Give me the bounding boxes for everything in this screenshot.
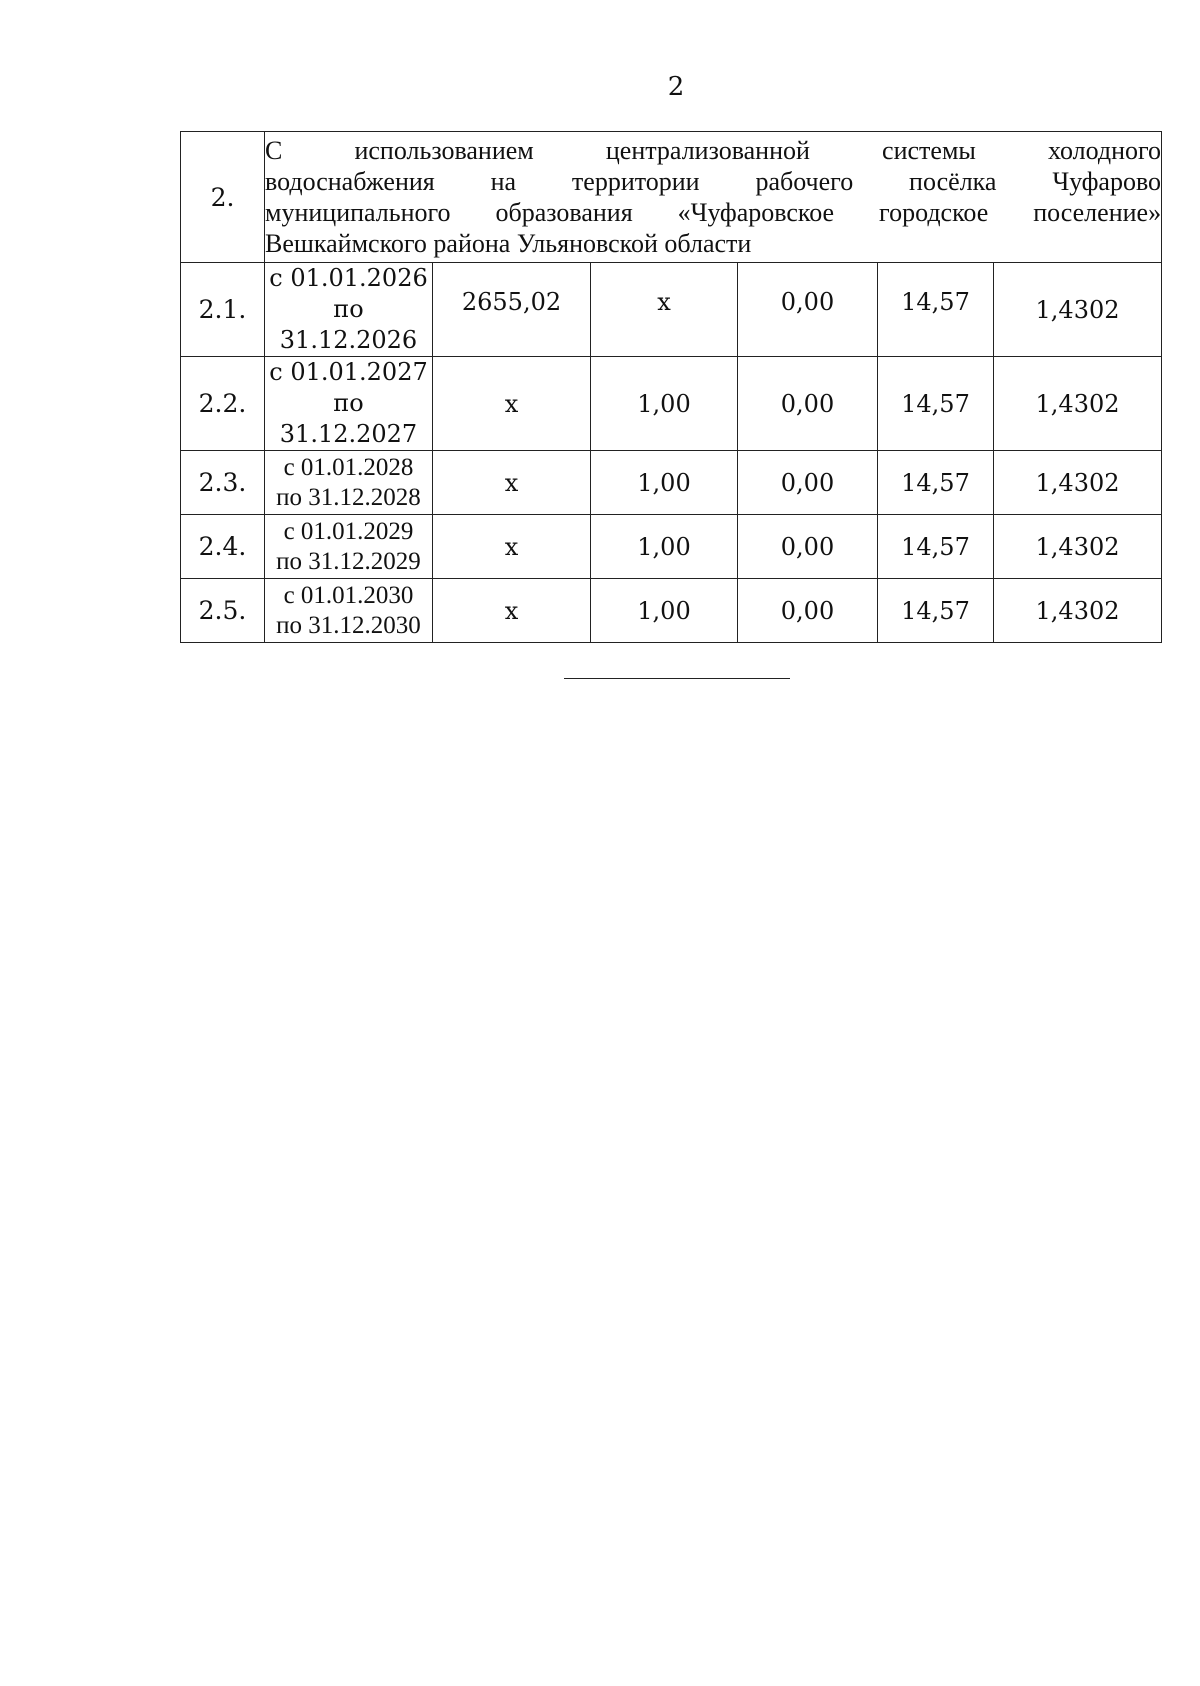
- row-value-2: х: [591, 263, 738, 357]
- period-line: 31.12.2027: [279, 420, 418, 448]
- row-period: [265, 515, 433, 579]
- row-value-1: х: [433, 357, 591, 451]
- period-line: по 31.12.2030: [276, 611, 421, 639]
- row-value-2: 1,00: [591, 451, 738, 515]
- section-number: 2.: [181, 132, 265, 263]
- row-value-1: х: [433, 451, 591, 515]
- row-value-3: 0,00: [738, 515, 878, 579]
- row-value-4: 14,57: [878, 263, 994, 357]
- row-number: 2.1.: [181, 263, 265, 357]
- row-period: [265, 357, 433, 451]
- table-row: [181, 579, 1162, 643]
- row-value-1: х: [433, 579, 591, 643]
- period-line: с 01.01.2028: [283, 453, 414, 481]
- period-line: 31.12.2026: [279, 326, 418, 354]
- row-value-3: 0,00: [738, 451, 878, 515]
- section-title-line: С использованием централизованной системы холодного: [265, 136, 1162, 165]
- row-number: 2.3.: [181, 451, 265, 515]
- row-value-2: 1,00: [591, 579, 738, 643]
- row-value-2: 1,00: [591, 515, 738, 579]
- period-line: по: [333, 295, 364, 323]
- period-line: по 31.12.2029: [276, 547, 421, 575]
- end-separator-line: [564, 678, 790, 679]
- section-header-row: [181, 132, 1162, 263]
- row-value-5: 1,4302: [994, 357, 1162, 451]
- row-value-4: 14,57: [878, 579, 994, 643]
- section-title-line: Вешкаймского района Ульяновской области: [265, 229, 752, 258]
- row-period: [265, 579, 433, 643]
- period-line: с 01.01.2027: [269, 358, 428, 386]
- page-number: 2: [667, 72, 685, 102]
- row-value-4: 14,57: [878, 451, 994, 515]
- row-value-5: 1,4302: [994, 451, 1162, 515]
- period-line: с 01.01.2026: [269, 264, 428, 292]
- table-row: [181, 451, 1162, 515]
- period-line: с 01.01.2029: [283, 517, 414, 545]
- row-value-4: 14,57: [878, 357, 994, 451]
- row-number: 2.5.: [181, 579, 265, 643]
- row-value-3: 0,00: [738, 357, 878, 451]
- section-title-line: водоснабжения на территории рабочего посёлка Чуфарово: [265, 167, 1162, 196]
- row-value-5: 1,4302: [994, 263, 1162, 357]
- section-title: [265, 132, 1162, 263]
- row-value-5: 1,4302: [994, 579, 1162, 643]
- row-value-1: х: [433, 515, 591, 579]
- row-period: [265, 263, 433, 357]
- row-value-3: 0,00: [738, 263, 878, 357]
- row-value-4: 14,57: [878, 515, 994, 579]
- section-title-line: муниципального образования «Чуфаровское городское поселение»: [265, 198, 1162, 227]
- period-line: с 01.01.2030: [283, 581, 414, 609]
- row-value-3: 0,00: [738, 579, 878, 643]
- row-value-5: 1,4302: [994, 515, 1162, 579]
- table-row: [181, 357, 1162, 451]
- period-line: по 31.12.2028: [276, 483, 421, 511]
- row-value-2: 1,00: [591, 357, 738, 451]
- row-period: [265, 451, 433, 515]
- period-line: по: [333, 389, 364, 417]
- row-number: 2.4.: [181, 515, 265, 579]
- table-row: [181, 263, 1162, 357]
- row-value-1: 2655,02: [433, 263, 591, 357]
- tariff-table: [180, 131, 1162, 643]
- row-number: 2.2.: [181, 357, 265, 451]
- table-row: [181, 515, 1162, 579]
